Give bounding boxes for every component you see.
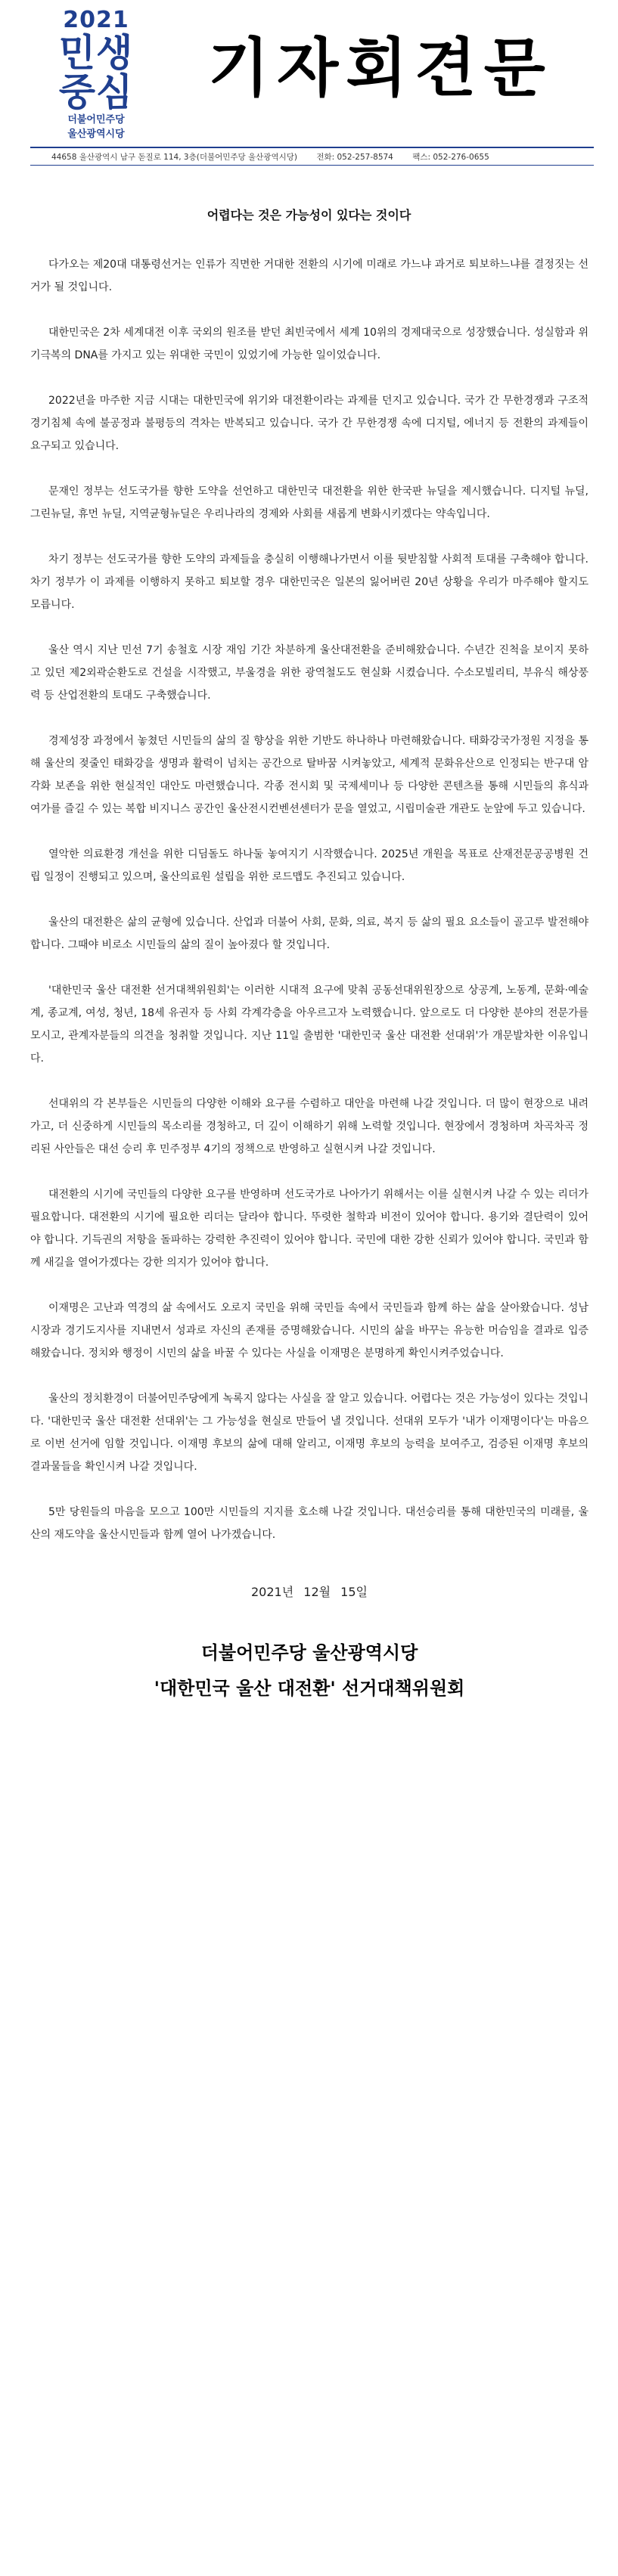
logo-line1: 민생 [58,31,134,75]
logo-party1: 더불어민주당 [67,114,125,126]
paragraph: 대한민국은 2차 세계대전 이후 국외의 원조를 받던 최빈국에서 세계 10위의 경제대국으로 성장했습니다. 성실함과 위기극복의 DNA를 가지고 있는 위대한 국민이 있었기에 가능한 일이었습니다. [30,327,588,361]
header-rule-bottom [30,165,594,166]
paragraph: 울산 역시 지난 민선 7기 송철호 시장 재임 기간 차분하게 울산대전환을 준비해왔습니다. 수년간 진척을 보이지 못하고 있던 제2외곽순환도로 건설을 시작했고, 부울경을 위한 광역철도도 현실화 시켰습니다. 수소모빌리티, 부유식 해상풍력 등 산업전환의 토대도 구축했습니다. [30,644,588,702]
logo-line2: 중심 [58,70,134,114]
party-logo [32,8,160,140]
paragraph: 대전환의 시기에 국민들의 다양한 요구를 반영하며 선도국가로 나아가기 위해서는 이를 실현시켜 나갈 수 있는 리더가 필요합니다. 대전환의 시기에 필요한 리더는 달라야 합니다. 뚜렷한 철학과 비전이 있어야 합니다. 용기와 결단력이 있어야 합니다. 기득권의 저항을 돌파하는 강력한 추진력이 있어야 합니다. 국민에 대한 강한 신뢰가 있어야 합니다. 국민과 함께 새길을 열어가겠다는 강한 의지가 있어야 합니다. [30,1189,588,1269]
paragraph: 다가오는 제20대 대통령선거는 인류가 직면한 거대한 전환의 시기에 미래로 가느냐 과거로 퇴보하느냐를 결정짓는 선거가 될 것입니다. [30,259,588,293]
paragraph: 울산의 정치환경이 더불어민주당에게 녹록지 않다는 사실을 잘 알고 있습니다. 어렵다는 것은 가능성이 있다는 것입니다. '대한민국 울산 대전환 선대위'는 그 가능성을 현실로 만들어 낼 것입니다. 선대위 모두가 '내가 이재명이다'는 마음으로 이번 선거에 임할 것입니다. 이재명 후보의 삶에 대해 알리고, 이재명 후보의 능력을 보여주고, 검증된 이재명 후보의 결과물들을 확인시켜 나갈 것입니다. [30,1393,588,1473]
paragraph: 이재명은 고난과 역경의 삶 속에서도 오로지 국민을 위해 국민들 속에서 국민들과 함께 하는 삶을 살아왔습니다. 성남시장과 경기도지사를 지내면서 성과로 자신의 존재를 증명해왔습니다. 시민의 삶을 바꾸는 유능한 머슴임을 결과로 입증해왔습니다. 정치와 행정이 시민의 삶을 바꿀 수 있다는 사실을 이재명은 분명하게 확인시켜주었습니다. [30,1302,588,1359]
address: 44658 울산광역시 남구 돋질로 114, 3층(더불어민주당 울산광역시당) [51,153,297,162]
paragraph: 선대위의 각 본부들은 시민들의 다양한 이해와 요구를 수렴하고 대안을 마련해 나갈 것입니다. 더 많이 현장으로 내려가고, 더 신중하게 시민들의 목소리를 경청하고, 더 깊이 이해하기 위해 노력할 것입니다. 현장에서 경청하며 차곡차곡 정리된 사안들은 대선 승리 후 민주정부 4기의 정책으로 반영하고 실현시켜 나갈 것입니다. [30,1098,588,1155]
paragraph: 2022년을 마주한 지금 시대는 대한민국에 위기와 대전환이라는 과제를 던지고 있습니다. 국가 간 무한경쟁과 구조적 경기침체 속에 불공정과 불평등의 격차는 반복되고 있습니다. 국가 간 무한경쟁 속에 디지털, 에너지 등 전환의 과제들이 요구되고 있습니다. [30,395,588,452]
paragraph: 문재인 정부는 선도국가를 향한 도약을 선언하고 대한민국 대전환을 위한 한국판 뉴딜을 제시했습니다. 디지털 뉴딜, 그린뉴딜, 휴먼 뉴딜, 지역균형뉴딜은 우리나라의 경제와 사회를 새롭게 변화시키겠다는 약속입니다. [30,485,588,520]
document-body [30,253,588,1700]
signature-party: 더불어민주당 울산광역시당 [200,1642,418,1663]
signature-committee: '대한민국 울산 대전환' 선거대책위원회 [154,1678,465,1699]
header-rule-top [30,147,594,148]
paragraph: 5만 당원들의 마음을 모으고 100만 시민들의 지지를 호소해 나갈 것입니다. 대선승리를 통해 대한민국의 미래를, 울산의 재도약을 울산시민들과 함께 열어 나가겠습니다. [30,1506,588,1541]
paragraph: 경제성장 과정에서 놓쳤던 시민들의 삶의 질 향상을 위한 기반도 하나하나 마련해왔습니다. 태화강국가정원 지정을 통해 울산의 젖줄인 태화강을 생명과 활력이 넘치는 공간으로 탈바꿈 시켜놓았고, 세계적 문화유산으로 인정되는 반구대 암각화 보존을 위한 현실적인 대안도 마련했습니다. 각종 전시회 및 국제세미나 등 다양한 콘텐츠를 통해 시민들의 휴식과 여가를 즐길 수 있는 복합 비지니스 공간인 울산전시컨벤션센터가 문을 열었고, 시립미술관 개관도 눈앞에 두고 있습니다. [30,735,588,815]
fax: 팩스: 052-276-0655 [412,153,489,162]
paragraph: 울산의 대전환은 삶의 균형에 있습니다. 산업과 더불어 사회, 문화, 의료, 복지 등 삶의 필요 요소들이 골고루 발전해야 합니다. 그때야 비로소 시민들의 삶의 질이 높아졌다 할 것입니다. [30,916,588,951]
contact-line [51,151,588,163]
phone: 전화: 052-257-8574 [316,153,393,162]
issue-date: 2021년 12월 15일 [251,1585,368,1599]
paragraph: 열악한 의료환경 개선을 위한 디딤돌도 하나둘 놓여지기 시작했습니다. 2025년 개원을 목표로 산재전문공공병원 건립 일정이 진행되고 있으며, 울산의료원 설립을 위한 로드맵도 추진되고 있습니다. [30,848,588,883]
logo-party2: 울산광역시당 [67,129,125,140]
document-title: 기자회견문 [208,31,553,105]
press-header [0,0,618,163]
paragraph: '대한민국 울산 대전환 선거대책위원회'는 이러한 시대적 요구에 맞춰 공동선대위원장으로 상공계, 노동계, 문화·예술계, 종교계, 여성, 청년, 18세 유권자 등 사회 각계각층을 아우르고자 노력했습니다. 앞으로도 더 다양한 분야의 전문가를 모시고, 관계자분들의 의견을 청취할 것입니다. 지난 11일 출범한 '대한민국 울산 대전환 선대위'가 개문발차한 이유입니다. [30,984,588,1065]
paragraph: 차기 정부는 선도국가를 향한 도약의 과제들을 충실히 이행해나가면서 이를 뒷받침할 사회적 토대를 구축해야 합니다. 차기 정부가 이 과제를 이행하지 못하고 퇴보할 경우 대한민국은 일본의 잃어버린 20년 상황을 우리가 마주해야 할지도 모릅니다. [30,553,588,611]
headline: 어렵다는 것은 가능성이 있다는 것이다 [207,208,411,222]
logo-year: 2021 [63,7,129,33]
